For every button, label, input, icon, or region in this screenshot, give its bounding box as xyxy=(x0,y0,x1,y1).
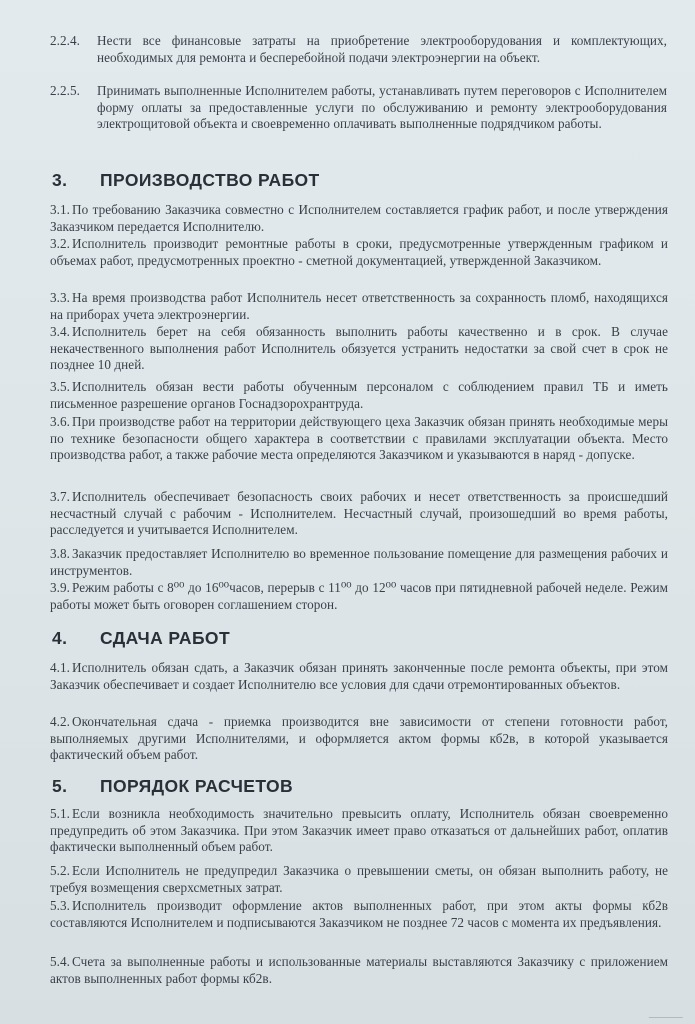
clause-3-1 xyxy=(50,202,668,235)
section-number: 5. xyxy=(52,776,68,796)
clause-3-8 xyxy=(50,546,668,579)
section-title: ПОРЯДОК РАСЧЕТОВ xyxy=(100,776,294,796)
clause-text: Если возникла необходимость значительно превысить оплату, Исполнитель обязан своевременно предупредить об этом Заказчика. При этом Заказчик имеет право отказаться от дальнейших работ, оплатив фактически выполненный объем работ. xyxy=(50,806,668,855)
clause-3-2 xyxy=(50,236,668,269)
clause-3-6 xyxy=(50,414,668,464)
clause-5-3 xyxy=(50,898,668,931)
clause-number: 5.3. xyxy=(50,898,70,913)
section-heading-5 xyxy=(52,776,293,797)
section-number: 3. xyxy=(52,170,68,190)
clause-text: Исполнитель берет на себя обязанность выполнить работы качественно и в срок. В случае некачественного выполнения работ Исполнитель обязуется устранить недостатки за свой счет в срок не позднее 10 дней. xyxy=(50,324,668,373)
clause-3-5 xyxy=(50,379,668,412)
clause-2-2-5 xyxy=(50,83,667,133)
clause-number: 3.3. xyxy=(50,290,70,305)
clause-number: 3.7. xyxy=(50,489,70,504)
clause-number: 3.1. xyxy=(50,202,70,217)
clause-number: 3.4. xyxy=(50,324,70,339)
clause-number: 4.2. xyxy=(50,714,70,729)
clause-number: 3.5. xyxy=(50,379,70,394)
section-title: СДАЧА РАБОТ xyxy=(100,628,231,648)
section-heading-3 xyxy=(52,170,320,191)
section-heading-4 xyxy=(52,628,230,649)
clause-5-2 xyxy=(50,863,668,896)
section-number: 4. xyxy=(52,628,68,648)
clause-text: Счета за выполненные работы и использованные материалы выставляются Заказчику с приложением актов выполненных работ формы кб2в. xyxy=(50,954,668,986)
section-title: ПРОИЗВОДСТВО РАБОТ xyxy=(100,170,320,190)
clause-text: Окончательная сдача - приемка производится вне зависимости от степени готовности работ, выполняемых другими Исполнителями, и оформляется актом формы кб2в, в которой указывается фактический объем работ. xyxy=(50,714,668,763)
clause-number: 2.2.4. xyxy=(50,33,80,48)
clause-2-2-4 xyxy=(50,33,667,66)
clause-text: Исполнитель обеспечивает безопасность своих рабочих и несет ответственность за происшедший несчастный случай с рабочим - Исполнителем. Несчастный случай, произошедший во время работы, расследуется и учитывается Исполнителем. xyxy=(50,489,668,538)
clause-number: 5.2. xyxy=(50,863,70,878)
page-corner-mark xyxy=(649,1005,688,1018)
clause-text: Нести все финансовые затраты на приобретение электрооборудования и комплектующих, необходимых для ремонта и бесперебойной подачи электроэнергии на объект. xyxy=(97,33,667,65)
clause-number: 5.1. xyxy=(50,806,70,821)
clause-3-9 xyxy=(50,580,668,613)
clause-4-2 xyxy=(50,714,668,764)
clause-text: Исполнитель обязан сдать, а Заказчик обязан принять законченные после ремонта объекты, при этом Заказчик обеспечивает и создает Исполнителю все условия для сдачи отремонтированных объектов. xyxy=(50,660,668,692)
clause-3-3 xyxy=(50,290,668,323)
clause-number: 3.2. xyxy=(50,236,70,251)
clause-3-7 xyxy=(50,489,668,539)
clause-number: 3.6. xyxy=(50,414,70,429)
clause-3-4 xyxy=(50,324,668,374)
clause-text: Если Исполнитель не предупредил Заказчика о превышении сметы, он обязан выполнить работу, не требуя возмещения сверхсметных затрат. xyxy=(50,863,668,895)
clause-number: 3.9. xyxy=(50,580,70,595)
clause-text: Режим работы с 8⁰⁰ до 16⁰⁰часов, перерыв с 11⁰⁰ до 12⁰⁰ часов при пятидневной рабочей неделе. Режим работы может быть оговорен соглашением сторон. xyxy=(50,580,668,612)
clause-5-1 xyxy=(50,806,668,856)
clause-5-4 xyxy=(50,954,668,987)
clause-text: Заказчик предоставляет Исполнителю во временное пользование помещение для размещения рабочих и инструментов. xyxy=(50,546,668,578)
clause-text: Принимать выполненные Исполнителем работы, устанавливать путем переговоров с Исполнителем форму оплаты за предоставленные услуги по обслуживанию и ремонту электрооборудования электрощитовой объекта и своевременно оплачивать выполненные подрядчиком работы. xyxy=(97,83,667,132)
clause-text: На время производства работ Исполнитель несет ответственность за сохранность пломб, находящихся на приборах учета электроэнергии. xyxy=(50,290,668,322)
clause-number: 5.4. xyxy=(50,954,70,969)
clause-text: Исполнитель обязан вести работы обученным персоналом с соблюдением правил ТБ и иметь письменное разрешение органов Госнадзорохрантруда. xyxy=(50,379,668,411)
clause-number: 2.2.5. xyxy=(50,83,80,98)
clause-4-1 xyxy=(50,660,668,693)
clause-number: 3.8. xyxy=(50,546,70,561)
clause-text: По требованию Заказчика совместно с Исполнителем составляется график работ, и после утверждения Заказчиком передается Исполнителю. xyxy=(50,202,668,234)
clause-text: Исполнитель производит оформление актов выполненных работ, при этом акты формы кб2в составляются Исполнителем и подписываются Заказчиком не позднее 72 часов с момента их предъявления. xyxy=(50,898,668,930)
clause-text: При производстве работ на территории действующего цеха Заказчик обязан принять необходимые меры по технике безопасности общего характера в соответствии с правилами эксплуатации объекта. Место производства работ, а также рабочие места определяются Заказчиком и указываются в наряд - допуске. xyxy=(50,414,668,463)
clause-text: Исполнитель производит ремонтные работы в сроки, предусмотренные утвержденным графиком и объемах работ, предусмотренных проектно - сметной документацией, утвержденной Заказчиком. xyxy=(50,236,668,268)
clause-number: 4.1. xyxy=(50,660,70,675)
